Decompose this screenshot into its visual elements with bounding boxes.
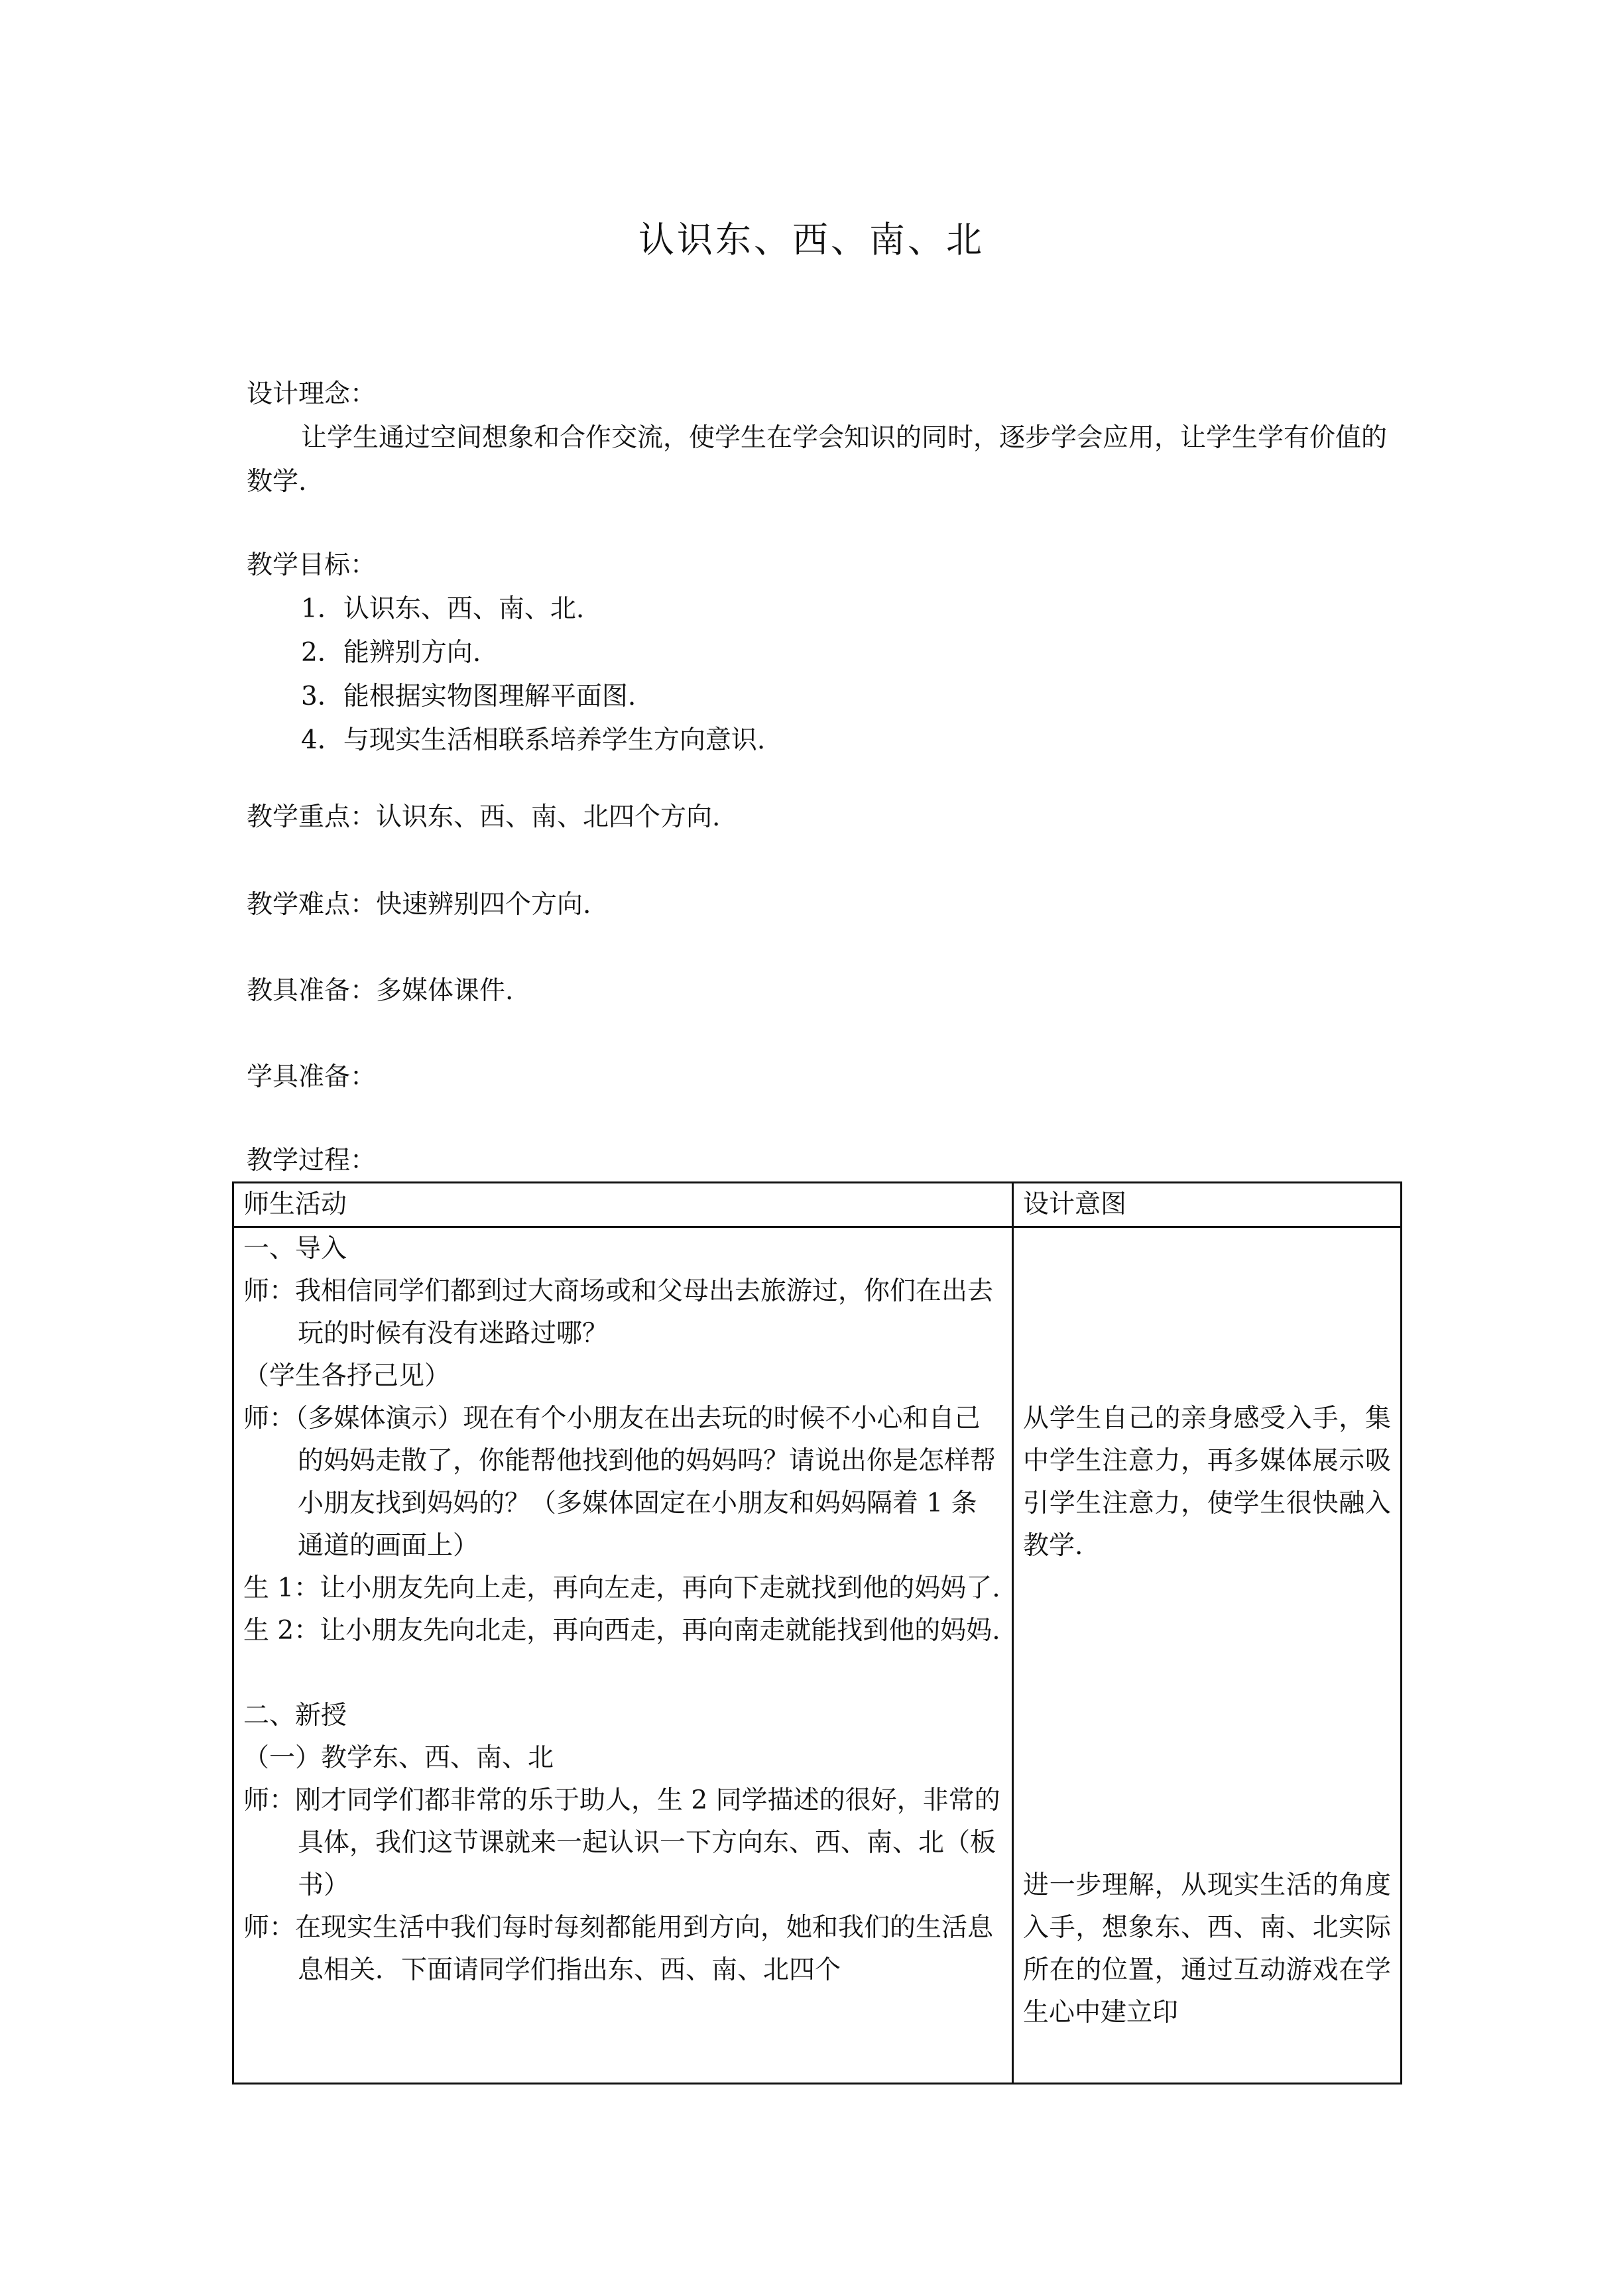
process-heading-text: 教学过程： [247,1146,377,1176]
header-intent: 设计意图 [1013,1183,1402,1227]
section-new-heading: 二、新授 [243,1701,347,1730]
design-concept-section [247,373,1400,504]
section-intro-heading: 一、导入 [243,1234,347,1264]
process-table [232,1181,1402,2085]
spacer [243,1652,1002,1695]
design-concept-heading: 设计理念： [247,379,377,409]
objectives-heading: 教学目标： [247,550,377,580]
teacher-line: 师：我相信同学们都到过大商场或和父母出去旅游过，你们在出去玩的时候有没有迷路过哪？ [243,1276,994,1349]
student-tools-text: 学具准备： [247,1062,377,1092]
spacer [1023,1228,1391,1398]
header-activities: 师生活动 [233,1183,1013,1227]
student-tools [247,1056,1400,1099]
objective-item: 1．认识东、西、南、北. [301,594,585,624]
objective-item: 2．能辨别方向. [301,638,481,668]
objectives-section [247,544,1400,762]
intent-note-intro: 从学生自己的亲身感受入手，集中学生注意力，再多媒体展示吸引学生注意力，使学生很快融入教学. [1023,1404,1391,1561]
subsection-heading: （一）教学东、西、南、北 [243,1743,554,1773]
teacher-line: 师：刚才同学们都非常的乐于助人，生 2 同学描述的很好，非常的具体，我们这节课就来一起认识一下方向东、西、南、北（板书） [243,1785,1000,1900]
objective-item: 4．与现实生活相联系培养学生方向意识. [301,725,766,755]
activities-cell [233,1227,1013,2084]
teacher-line: 师：在现实生活中我们每时每刻都能用到方向，她和我们的生活息息相关．下面请同学们指出东、西、南、北四个 [243,1913,994,1985]
key-point [247,796,1400,839]
design-concept-text: 让学生通过空间想象和合作交流，使学生在学会知识的同时，逐步学会应用，让学生学有价值的数学. [247,423,1388,497]
difficulty-text: 教学难点：快速辨别四个方向. [247,890,591,920]
student-line: 生 1：让小朋友先向上走，再向左走，再向下走就找到他的妈妈了. [243,1573,1000,1603]
objective-item: 3．能根据实物图理解平面图. [301,682,636,711]
student-response: （学生各抒己见） [243,1361,451,1391]
intent-note-new: 进一步理解，从现实生活的角度入手，想象东、西、南、北实际所在的位置，通过互动游戏在学生心中建立印 [1023,1870,1391,2027]
table-header-row [233,1183,1402,1227]
spacer [1023,1567,1391,1864]
process-heading [247,1139,1400,1183]
teacher-line: 师：（多媒体演示）现在有个小朋友在出去玩的时候不小心和自己的妈妈走散了，你能帮他找到他的妈妈吗？请说出你是怎样帮小朋友找到妈妈的？（多媒体固定在小朋友和妈妈隔着 1 条通道的画面上） [243,1404,996,1561]
key-point-text: 教学重点：认识东、西、南、北四个方向. [247,802,721,832]
teacher-tools [247,969,1400,1013]
table-row [233,1227,1402,2084]
difficulty [247,883,1400,927]
student-line: 生 2：让小朋友先向北走，再向西走，再向南走就能找到他的妈妈. [243,1616,1000,1646]
intent-cell [1013,1227,1402,2084]
teacher-tools-text: 教具准备：多媒体课件. [247,976,514,1006]
page-title: 认识东、西、南、北 [638,219,985,261]
